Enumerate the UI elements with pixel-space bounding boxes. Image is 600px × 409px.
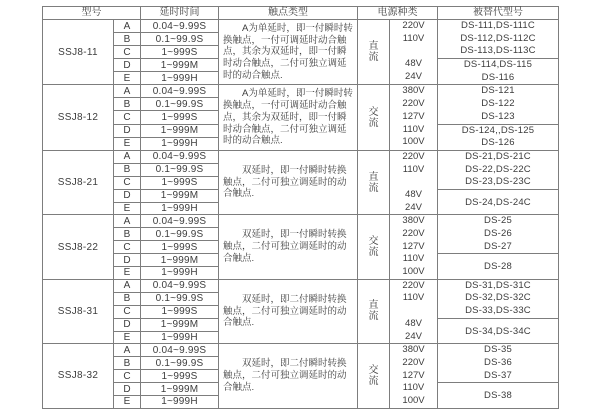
power-direction-char: 交 — [368, 236, 379, 248]
row-letter-cell: E — [114, 331, 141, 344]
power-direction-char: 流 — [368, 247, 379, 259]
relay-spec-table — [42, 6, 559, 409]
power-direction-char: 流 — [368, 182, 379, 194]
delay-time-cell: 1~999M — [141, 189, 219, 202]
table-row — [43, 279, 559, 292]
replaced-model-item: DS-111,DS-111C — [461, 20, 535, 31]
voltage-item: 100V — [402, 394, 425, 406]
model-cell: SSJ8-21 — [43, 150, 114, 214]
row-letter-cell: A — [114, 344, 141, 357]
row-letter-cell: C — [114, 241, 141, 254]
voltage-item: 100V — [402, 266, 425, 278]
contact-type-cell — [219, 85, 358, 150]
replaced-model-item: DS-33,DS-33C — [465, 305, 531, 317]
voltage-item: 127V — [402, 369, 425, 381]
voltage-item: 380V — [402, 85, 425, 97]
header-contact-type: 触点类型 — [219, 7, 358, 20]
contact-type-cell — [219, 150, 358, 214]
power-direction-cell — [358, 279, 390, 343]
row-letter-cell: B — [114, 163, 141, 176]
voltage-item: 220V — [402, 228, 425, 239]
replaced-model-item: DS-36 — [484, 356, 512, 368]
voltage-item: 100V — [402, 136, 425, 148]
model-cell: SSJ8-12 — [43, 85, 114, 150]
header-power-type: 电源种类 — [358, 7, 438, 20]
voltage-item: 380V — [402, 344, 425, 356]
table-row — [43, 344, 559, 357]
voltage-item: 48V — [405, 58, 422, 70]
contact-type-cell — [219, 215, 358, 279]
delay-time-cell: 1~999H — [141, 202, 219, 215]
voltage-item: 110V — [402, 382, 425, 394]
delay-time-cell: 1~999H — [141, 267, 219, 280]
replaced-model-item: DS-116 — [481, 71, 515, 83]
power-direction-char: 流 — [368, 52, 379, 64]
delay-time-cell: 1~999M — [141, 318, 219, 331]
delay-time-cell: 0.04~9.99S — [141, 279, 219, 292]
row-letter-cell: C — [114, 46, 141, 59]
delay-time-cell: 1~999H — [141, 331, 219, 344]
voltage-list-cell — [390, 279, 438, 343]
row-letter-cell: E — [114, 395, 141, 408]
delay-time-cell: 0.04~9.99S — [141, 215, 219, 228]
delay-time-cell: 1~999M — [141, 254, 219, 267]
delay-time-cell: 1~999S — [141, 305, 219, 318]
model-cell: SSJ8-31 — [43, 279, 114, 343]
power-direction-cell — [358, 20, 390, 85]
power-direction-char: 直 — [368, 41, 379, 53]
delay-time-cell: 1~999S — [141, 111, 219, 124]
table-row — [43, 150, 559, 163]
row-letter-cell: A — [114, 215, 141, 228]
delay-time-cell: 0.1~99.9S — [141, 98, 219, 111]
delay-time-cell: 1~999S — [141, 176, 219, 189]
replaced-models-cell: DS-38 — [438, 383, 559, 408]
replaced-model-item: DS-32,DS-32C — [465, 292, 531, 304]
row-letter-cell: D — [114, 254, 141, 267]
voltage-item: 24V — [405, 330, 422, 342]
delay-time-cell: 1~999S — [141, 370, 219, 383]
power-direction-cell — [358, 150, 390, 214]
row-letter-cell: B — [114, 228, 141, 241]
voltage-item: 110V — [402, 163, 425, 175]
delay-time-cell: 1~999H — [141, 395, 219, 408]
delay-time-cell: 0.1~99.9S — [141, 292, 219, 305]
power-direction-cell — [358, 344, 390, 408]
replaced-model-item: DS-122 — [481, 98, 515, 110]
row-letter-cell: D — [114, 383, 141, 396]
row-letter-cell: E — [114, 267, 141, 280]
replaced-model-item: DS-26 — [484, 228, 512, 239]
header-model: 型号 — [43, 7, 141, 20]
header-delay-time: 延时时间 — [141, 7, 219, 20]
row-letter-cell: C — [114, 111, 141, 124]
replaced-model-item: DS-123 — [481, 110, 515, 122]
contact-type-cell — [219, 344, 358, 408]
replaced-models-cell — [438, 215, 559, 254]
replaced-models-cell: DS-24,DS-24C — [438, 189, 559, 214]
voltage-item: 127V — [402, 110, 425, 122]
voltage-item: 220V — [402, 150, 425, 162]
row-letter-cell: A — [114, 279, 141, 292]
voltage-item: 48V — [405, 317, 422, 329]
replaced-models-cell — [438, 150, 559, 189]
header-row — [43, 7, 559, 20]
delay-time-cell: 1~999S — [141, 46, 219, 59]
power-direction-cell — [358, 215, 390, 279]
row-letter-cell: B — [114, 357, 141, 370]
voltage-item: 110V — [402, 292, 425, 304]
row-letter-cell: B — [114, 98, 141, 111]
delay-time-cell: 1~999M — [141, 383, 219, 396]
row-letter-cell: D — [114, 189, 141, 202]
voltage-list-cell — [390, 150, 438, 214]
spec-table-body — [43, 20, 559, 409]
replaced-model-item: DS-21,DS-21C — [465, 150, 531, 162]
replaced-models-cell — [438, 85, 559, 124]
delay-time-cell: 0.1~99.9S — [141, 357, 219, 370]
delay-time-cell: 1~999H — [141, 137, 219, 150]
contact-type-text: 双延时，即一付瞬时转换触点，二付可独立调延时的动合触点. — [223, 229, 347, 264]
contact-type-cell — [219, 20, 358, 85]
row-letter-cell: A — [114, 150, 141, 163]
voltage-item: 110V — [402, 32, 425, 44]
row-letter-cell: C — [114, 305, 141, 318]
voltage-list-cell — [390, 344, 438, 408]
voltage-list-cell — [390, 215, 438, 279]
row-letter-cell: E — [114, 72, 141, 85]
delay-time-cell: 0.1~99.9S — [141, 163, 219, 176]
voltage-item: 220V — [402, 98, 425, 110]
row-letter-cell: C — [114, 176, 141, 189]
voltage-item: 380V — [402, 215, 425, 227]
delay-time-cell: 1~999M — [141, 124, 219, 137]
replaced-model-item: DS-113,DS-113C — [460, 45, 536, 57]
power-direction-char: 直 — [368, 300, 379, 312]
delay-time-cell: 1~999S — [141, 241, 219, 254]
replaced-model-item: DS-112,DS-112C — [460, 32, 536, 44]
replaced-model-item: DS-121 — [481, 85, 515, 97]
row-letter-cell: D — [114, 59, 141, 72]
contact-type-text: A为单延时，即一付瞬时转换触点，一付可调延时动合触点，其余为双延时，即一付瞬时动合触点，二付可独立调延时的动合触点. — [223, 22, 353, 81]
contact-type-text: 双延时，即二付瞬时转换触点，二付可独立调延时的动合触点. — [223, 293, 347, 329]
row-letter-cell: D — [114, 124, 141, 137]
power-direction-char: 流 — [368, 311, 379, 323]
replaced-models-cell — [438, 59, 559, 85]
model-cell: SSJ8-32 — [43, 344, 114, 408]
voltage-item: 110V — [402, 123, 425, 135]
replaced-models-cell — [438, 124, 559, 150]
voltage-item: 110V — [402, 253, 425, 265]
delay-time-cell: 1~999M — [141, 59, 219, 72]
contact-type-text: A为单延时，即一付瞬时转换触点，一付可调延时动合触点，其余为双延时，即一付瞬时动合触点，二付可独立调延时的动合触点. — [223, 88, 353, 147]
replaced-model-item: DS-22,DS-22C — [465, 163, 531, 175]
delay-time-cell: 0.04~9.99S — [141, 344, 219, 357]
row-letter-cell: A — [114, 20, 141, 33]
replaced-models-cell — [438, 344, 559, 383]
replaced-model-item: DS-25 — [484, 215, 512, 227]
replaced-models-cell: DS-34,DS-34C — [438, 318, 559, 343]
voltage-item: 24V — [405, 201, 422, 213]
table-row — [43, 20, 559, 33]
replaced-models-cell: DS-28 — [438, 254, 559, 279]
voltage-item — [390, 45, 437, 58]
row-letter-cell: E — [114, 202, 141, 215]
row-letter-cell: A — [114, 85, 141, 98]
power-direction-cell — [358, 85, 390, 150]
delay-time-cell: 0.04~9.99S — [141, 85, 219, 98]
voltage-item: 48V — [405, 188, 422, 200]
voltage-item: 220V — [402, 356, 425, 368]
replaced-model-item: DS-37 — [484, 369, 512, 381]
contact-type-text: 双延时，即一付瞬时转换触点，二付可独立调延时的动合触点. — [223, 164, 347, 200]
contact-type-text: 双延时，即二付瞬时转换触点，二付可独立调延时的动合触点. — [223, 358, 347, 393]
replaced-model-item: DS-124,,DS-125 — [461, 124, 535, 136]
voltage-list-cell — [390, 20, 438, 85]
power-direction-char: 流 — [368, 117, 379, 129]
replaced-model-item: DS-126 — [481, 137, 515, 149]
replaced-model-item: DS-114,DS-115 — [463, 59, 533, 71]
replaced-model-item: DS-31,DS-31C — [465, 279, 531, 291]
power-direction-char: 流 — [368, 375, 379, 387]
delay-time-cell: 0.04~9.99S — [141, 150, 219, 163]
voltage-item: 24V — [405, 70, 422, 82]
contact-type-cell — [219, 279, 358, 343]
replaced-model-item: DS-23,DS-23C — [465, 176, 531, 188]
row-letter-cell: D — [114, 318, 141, 331]
header-replaced-model: 被替代型号 — [438, 7, 559, 20]
power-direction-char: 直 — [368, 171, 379, 183]
row-letter-cell: E — [114, 137, 141, 150]
replaced-models-cell — [438, 279, 559, 318]
voltage-item — [390, 305, 437, 318]
delay-time-cell: 1~999H — [141, 72, 219, 85]
replaced-models-cell — [438, 20, 559, 59]
voltage-item: 220V — [402, 20, 425, 31]
replaced-model-item: DS-27 — [484, 240, 512, 252]
model-cell: SSJ8-22 — [43, 215, 114, 279]
model-cell: SSJ8-11 — [43, 20, 114, 85]
row-letter-cell: B — [114, 33, 141, 46]
power-direction-char: 交 — [368, 106, 379, 118]
delay-time-cell: 0.04~9.99S — [141, 20, 219, 33]
voltage-item: 220V — [402, 279, 425, 291]
power-direction-char: 交 — [368, 364, 379, 376]
delay-time-cell: 0.1~99.9S — [141, 228, 219, 241]
voltage-item: 127V — [402, 240, 425, 252]
row-letter-cell: B — [114, 292, 141, 305]
delay-time-cell: 0.1~99.9S — [141, 33, 219, 46]
table-row — [43, 85, 559, 98]
table-row — [43, 215, 559, 228]
replaced-model-item: DS-35 — [484, 344, 512, 356]
row-letter-cell: C — [114, 370, 141, 383]
voltage-list-cell — [390, 85, 438, 150]
voltage-item — [390, 176, 437, 189]
